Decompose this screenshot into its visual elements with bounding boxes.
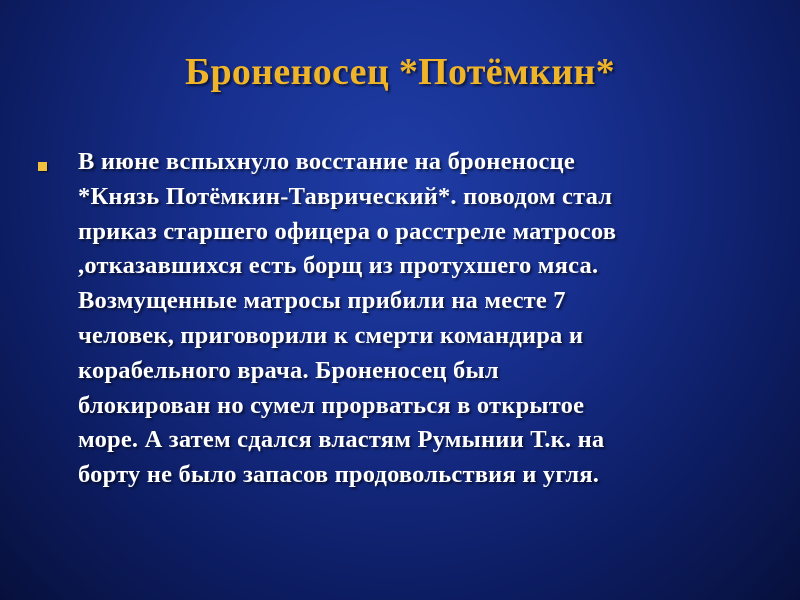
bullet-list	[38, 145, 750, 493]
slide-title: Броненосец *Потёмкин*	[185, 51, 615, 93]
bullet-item	[38, 145, 750, 493]
square-bullet-icon	[38, 162, 47, 171]
bullet-text: В июне вспыхнуло восстание на броненосце *Князь Потёмкин-Таврический*. поводом стал приказ старшего офицера о расстреле матросов ,отказавшихся есть борщ из протухшего мяса. Возмущенные матросы прибили на месте 7 человек, приговорили к смерти командира и корабельного врача. Броненосец был блокирован но сумел прорваться в открытое море. А затем сдался властям Румынии Т.к. на борту не было запасов продовольствия и угля.	[78, 148, 617, 489]
